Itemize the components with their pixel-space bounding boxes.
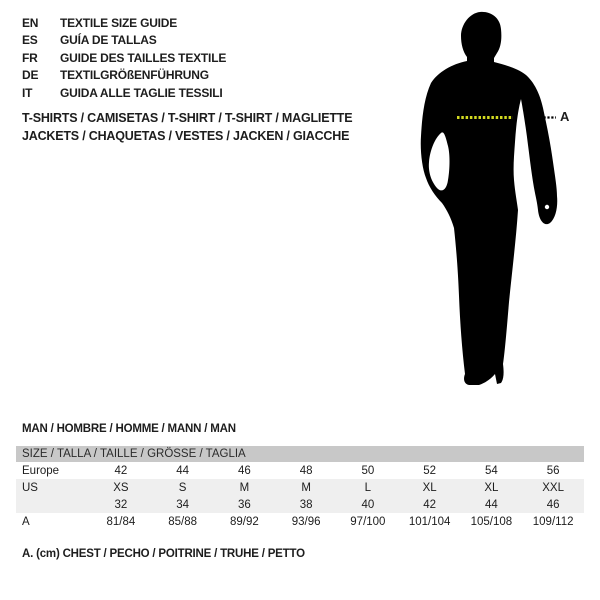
language-code: DE xyxy=(22,68,39,83)
language-row xyxy=(22,49,226,67)
language-row xyxy=(22,14,226,32)
table-cell: 46 xyxy=(237,464,251,477)
table-cell: XL xyxy=(422,481,437,494)
category-line-jackets: JACKETS / CHAQUETAS / VESTES / JACKEN / GIACCHE xyxy=(22,128,350,143)
section-title-man: MAN / HOMBRE / HOMME / MANN / MAN xyxy=(22,423,236,435)
table-row-label: Europe xyxy=(22,464,60,477)
language-code: IT xyxy=(22,85,33,100)
language-label: TEXTILGRÖßENFÜHRUNG xyxy=(60,68,209,83)
language-row xyxy=(22,32,226,50)
table-cell: 85/88 xyxy=(168,515,198,528)
table-row-label: US xyxy=(22,481,38,494)
table-cell: 42 xyxy=(114,464,128,477)
table-row xyxy=(16,479,584,496)
table-cell: 48 xyxy=(299,464,313,477)
table-cell: S xyxy=(178,481,187,494)
man-silhouette xyxy=(421,12,558,385)
language-label: GUÍA DE TALLAS xyxy=(60,33,157,48)
man-silhouette-figure xyxy=(400,0,570,390)
table-cell: L xyxy=(364,481,372,494)
table-cell: 89/92 xyxy=(229,515,259,528)
table-cell: 42 xyxy=(423,498,437,511)
language-label: TEXTILE SIZE GUIDE xyxy=(60,15,178,30)
measure-label-a: A xyxy=(560,109,570,124)
language-guide-list xyxy=(22,14,226,102)
table-cell: 44 xyxy=(176,464,190,477)
table-cell: 38 xyxy=(299,498,313,511)
table-cell: 97/100 xyxy=(350,515,386,528)
table-cell: 105/108 xyxy=(470,515,513,528)
table-row xyxy=(16,496,584,513)
language-code: EN xyxy=(22,15,39,30)
table-cell: 34 xyxy=(176,498,190,511)
size-table-header: SIZE / TALLA / TAILLE / GRÖSSE / TAGLIA xyxy=(16,446,584,462)
table-cell: XL xyxy=(484,481,499,494)
category-line-tshirts: T-SHIRTS / CAMISETAS / T-SHIRT / T-SHIRT / MAGLIETTE xyxy=(22,111,353,125)
measurement-footnote: A. (cm) CHEST / PECHO / POITRINE / TRUHE / PETTO xyxy=(22,548,305,560)
table-cell: 40 xyxy=(361,498,375,511)
table-cell: 50 xyxy=(361,464,375,477)
garment-categories xyxy=(22,110,352,145)
table-cell: XXL xyxy=(542,481,564,494)
language-label: GUIDE DES TAILLES TEXTILE xyxy=(60,50,227,65)
table-row xyxy=(16,462,584,479)
table-cell: M xyxy=(239,481,250,494)
table-cell: 56 xyxy=(546,464,560,477)
language-code: ES xyxy=(22,33,38,48)
table-cell: 109/112 xyxy=(532,515,574,528)
table-cell: 46 xyxy=(546,498,560,511)
table-cell: M xyxy=(301,481,311,494)
thumb-gap xyxy=(545,205,549,209)
man-silhouette-svg xyxy=(400,0,570,390)
table-cell: 44 xyxy=(484,498,498,511)
table-cell: XS xyxy=(113,481,129,494)
language-row xyxy=(22,84,226,102)
language-code: FR xyxy=(22,50,38,65)
table-cell: 36 xyxy=(237,498,251,511)
table-cell: 32 xyxy=(114,498,128,511)
size-table-body xyxy=(16,462,584,530)
table-cell: 81/84 xyxy=(106,515,136,528)
table-cell: 54 xyxy=(484,464,498,477)
language-row xyxy=(22,67,226,85)
language-label: GUIDA ALLE TAGLIE TESSILI xyxy=(60,85,223,100)
size-table xyxy=(16,446,584,530)
table-row-label: A xyxy=(22,515,30,528)
table-cell: 101/104 xyxy=(408,515,451,528)
table-cell: 52 xyxy=(423,464,437,477)
table-row xyxy=(16,513,584,530)
table-cell: 93/96 xyxy=(291,515,321,528)
